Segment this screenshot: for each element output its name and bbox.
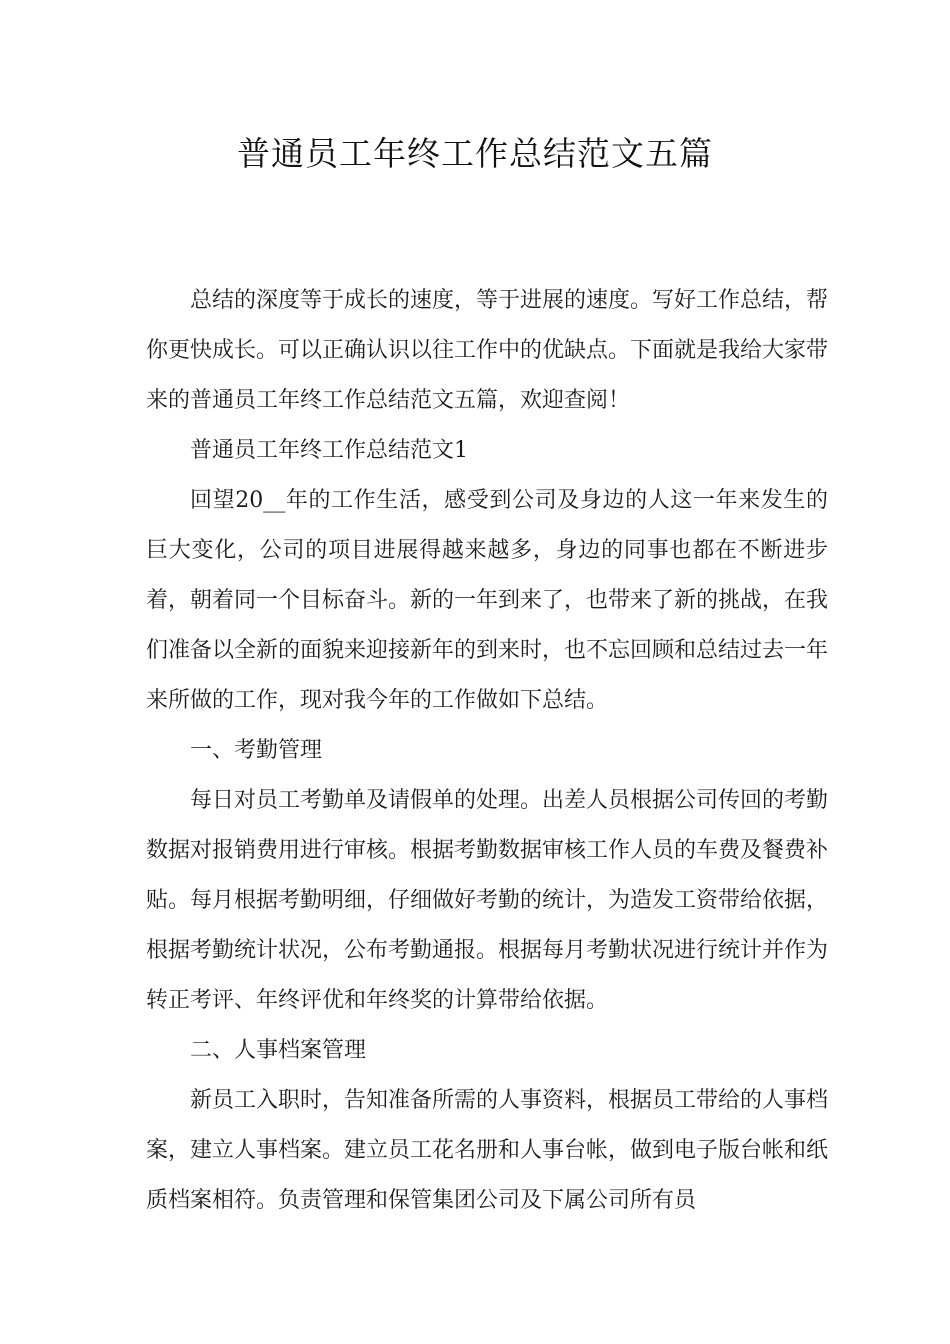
section-heading-personnel-files: 二、人事档案管理 [190, 1038, 367, 1063]
body-paragraph: 新员工入职时，告知准备所需的人事资料，根据员工带给的人事档案，建立人事档案。建立员工花名册和人事台帐，做到电子版台帐和纸质档案相符。负责管理和保管集团公司及下属公司所有员 [146, 1088, 829, 1213]
body-paragraph: 回望20__年的工作生活，感受到公司及身边的人这一年来发生的巨大变化，公司的项目进展得越来越多，身边的同事也都在不断进步着，朝着同一个目标奋斗。新的一年到来了，也带来了新的挑战，在我们准备以全新的面貌来迎接新年的到来时，也不忘回顾和总结过去一年来所做的工作，现对我今年的工作做如下总结。 [146, 488, 829, 713]
body-paragraph: 每日对员工考勤单及请假单的处理。出差人员根据公司传回的考勤数据对报销费用进行审核。根据考勤数据审核工作人员的车费及餐费补贴。每月根据考勤明细，仔细做好考勤的统计，为造发工资带给依据，根据考勤统计状况，公布考勤通报。根据每月考勤状况进行统计并作为转正考评、年终评优和年终奖的计算带给依据。 [146, 788, 829, 1013]
section-heading-sample-1: 普通员工年终工作总结范文1 [190, 438, 468, 463]
document-body [146, 276, 828, 1226]
document-title: 普通员工年终工作总结范文五篇 [237, 134, 713, 173]
section-heading-attendance: 一、考勤管理 [190, 738, 323, 763]
intro-paragraph: 总结的深度等于成长的速度，等于进展的速度。写好工作总结，帮你更快成长。可以正确认识以往工作中的优缺点。下面就是我给大家带来的普通员工年终工作总结范文五篇，欢迎查阅！ [146, 288, 829, 413]
